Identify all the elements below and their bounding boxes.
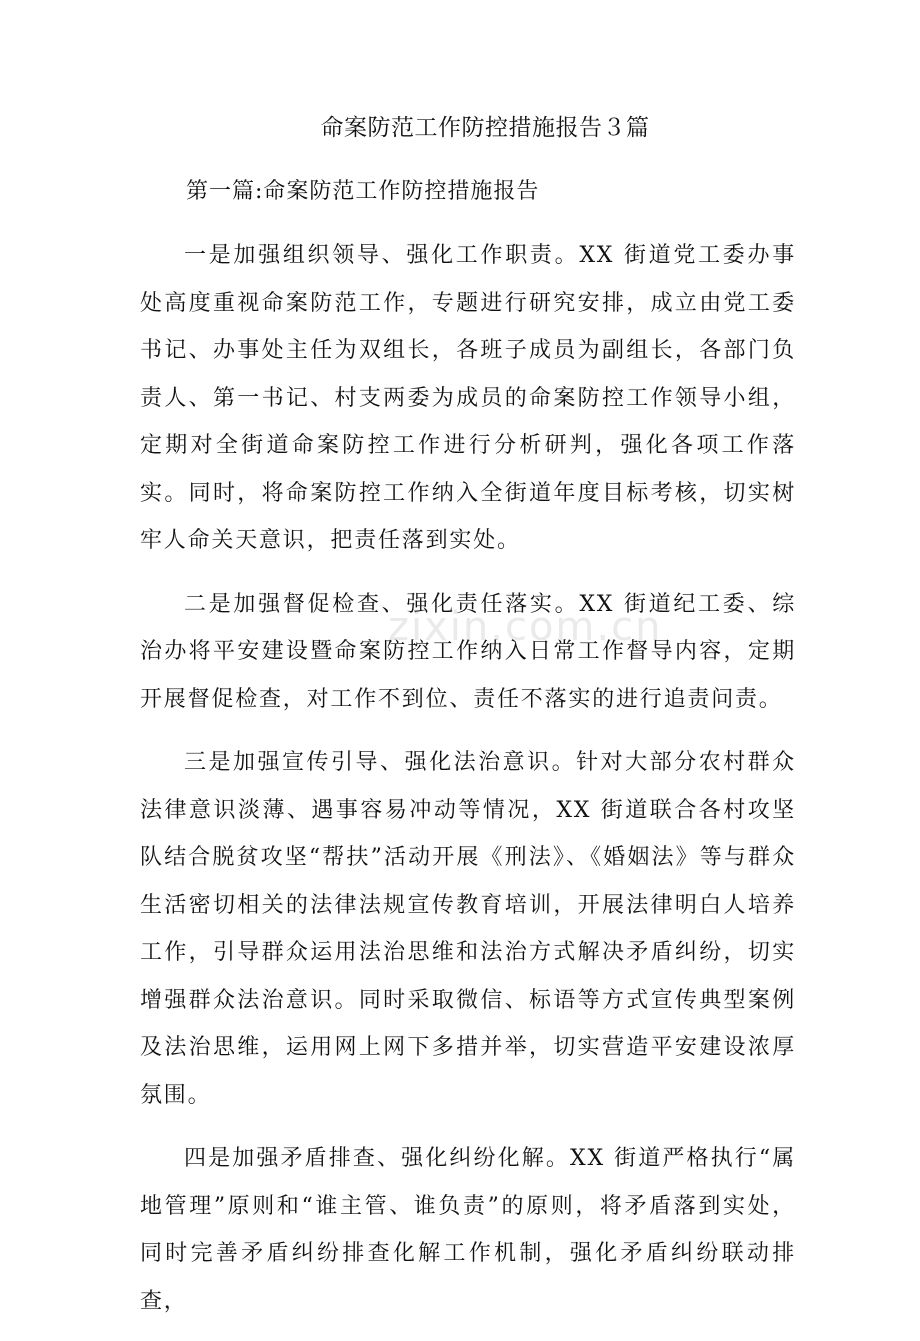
paragraph-2: 二是加强督促检查、强化责任落实。XX 街道纪工委、综治办将平安建设暨命案防控工作纳入日常工作督导内容，定期开展督促检查，对工作不到位、责任不落实的进行追责问责。 [140, 591, 796, 712]
document-body [140, 232, 796, 1341]
paragraph-3: 三是加强宣传引导、强化法治意识。针对大部分农村群众法律意识淡薄、遇事容易冲动等情况，XX 街道联合各村攻坚队结合脱贫攻坚“帮扶”活动开展《刑法》、《婚姻法》等与群众生活密切相关的法律法规宣传教育培训，开展法律明白人培养工作，引导群众运用法治思维和法治方式解决矛盾纠纷，切实增强群众法治意识。同时采取微信、标语等方式宣传典型案例及法治思维，运用网上网下多措并举，切实营造平安建设浓厚氛围。 [140, 750, 796, 1108]
paragraph-1: 一是加强组织领导、强化工作职责。XX 街道党工委办事处高度重视命案防范工作，专题进行研究安排，成立由党工委书记、办事处主任为双组长，各班子成员为副组长，各部门负责人、第一书记、村支两委为成员的命案防控工作领导小组，定期对全街道命案防控工作进行分析研判，强化各项工作落实。同时，将命案防控工作纳入全街道年度目标考核，切实树牢人命关天意识，把责任落到实处。 [140, 243, 796, 553]
watermark: zixin.com.cn [388, 604, 663, 650]
section-heading: 第一篇:命案防范工作防控措施报告 [186, 179, 540, 204]
paragraph-4: 四是加强矛盾排查、强化纠纷化解。XX 街道严格执行“属地管理”原则和“谁主管、谁负责”的原则，将矛盾落到实处，同时完善矛盾纠纷排查化解工作机制，强化矛盾纠纷联动排查， [140, 1146, 796, 1314]
document-title: 命案防范工作防控措施报告３篇 [320, 115, 650, 141]
